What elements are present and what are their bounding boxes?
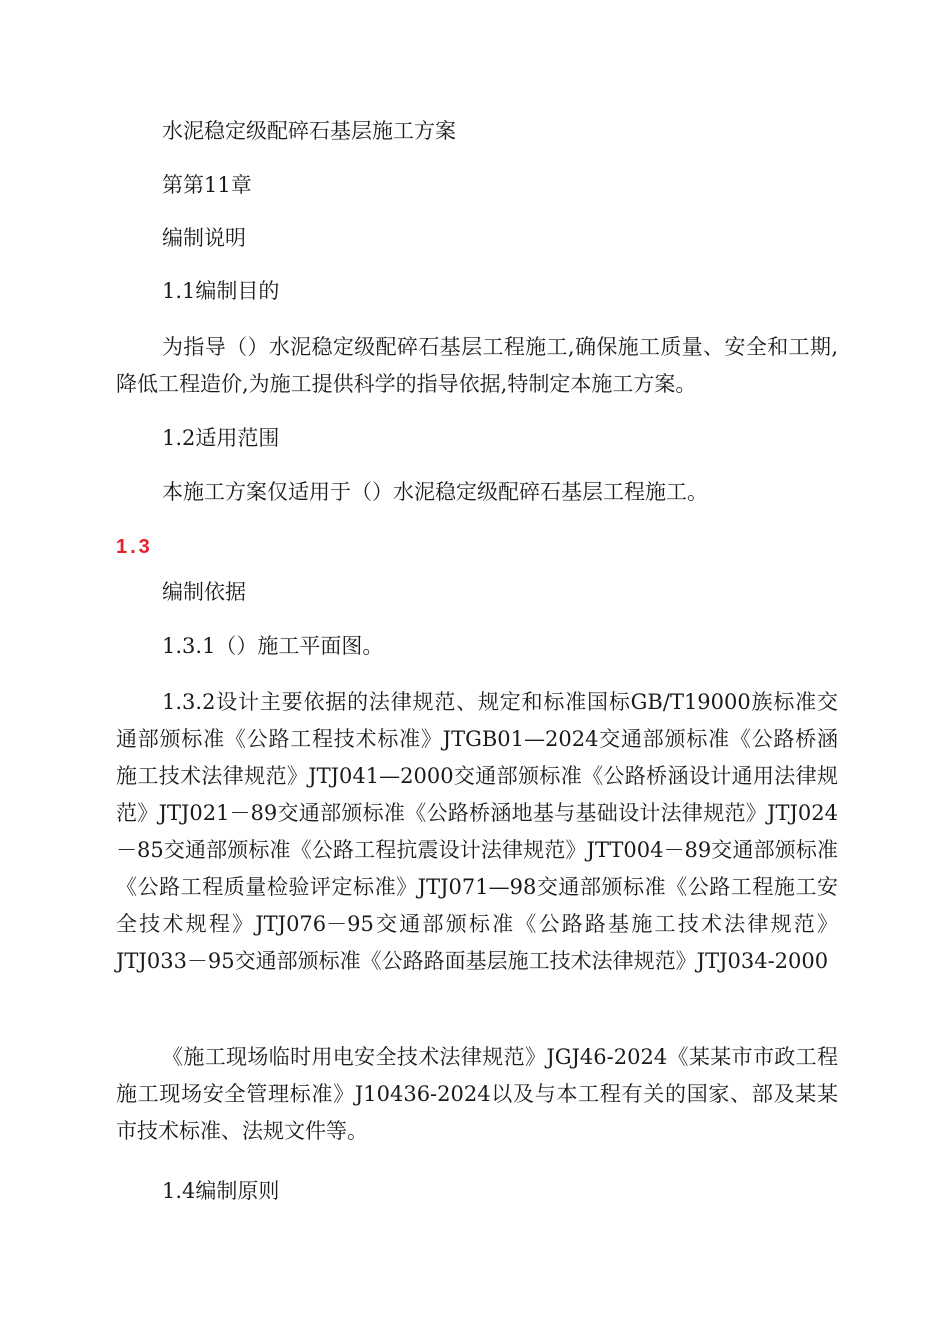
document-title: 水泥稳定级配碎石基层施工方案 xyxy=(162,119,456,143)
heading-1-3-number: 1.3 xyxy=(116,536,153,558)
item-1-3-1: 1.3.1（）施工平面图。 xyxy=(162,634,384,658)
heading-1-3: 编制依据 xyxy=(162,580,246,604)
paragraph-1-2: 本施工方案仅适用于（）水泥稳定级配碎石基层工程施工。 xyxy=(162,480,708,504)
heading-1-2: 1.2适用范围 xyxy=(162,426,280,450)
heading-1-4: 1.4编制原则 xyxy=(162,1179,280,1203)
heading-1-1: 1.1编制目的 xyxy=(162,279,280,303)
paragraph-1-3-2: 1.3.2设计主要依据的法律规范、规定和标准国标GB/T19000族标准交通部颁标准《公路工程技术标准》JTGB01—2024交通部颁标准《公路桥涵施工技术法律规范》JTJ041—2000交通部颁标准《公路桥涵设计通用法律规范》JTJ021－89交通部颁标准《公路桥涵地基与基础设计法律规范》JTJ024－85交通部颁标准《公路工程抗震设计法律规范》JTT004－89交通部颁标准《公路工程质量检验评定标准》JTJ071—98交通部颁标准《公路工程施工安全技术规程》JTJ076－95交通部颁标准《公路路基施工技术法律规范》JTJ033－95交通部颁标准《公路路面基层施工技术法律规范》JTJ034-2000 xyxy=(116,690,838,973)
section-heading: 编制说明 xyxy=(162,226,246,250)
paragraph-1-1: 为指导（）水泥稳定级配碎石基层工程施工,确保施工质量、安全和工期,降低工程造价,为施工提供科学的指导依据,特制定本施工方案。 xyxy=(116,335,838,396)
chapter-label: 第第11章 xyxy=(162,173,252,197)
paragraph-1-3-3: 《施工现场临时用电安全技术法律规范》JGJ46-2024《某某市市政工程施工现场安全管理标准》J10436-2024以及与本工程有关的国家、部及某某市技术标准、法规文件等。 xyxy=(116,1045,838,1143)
